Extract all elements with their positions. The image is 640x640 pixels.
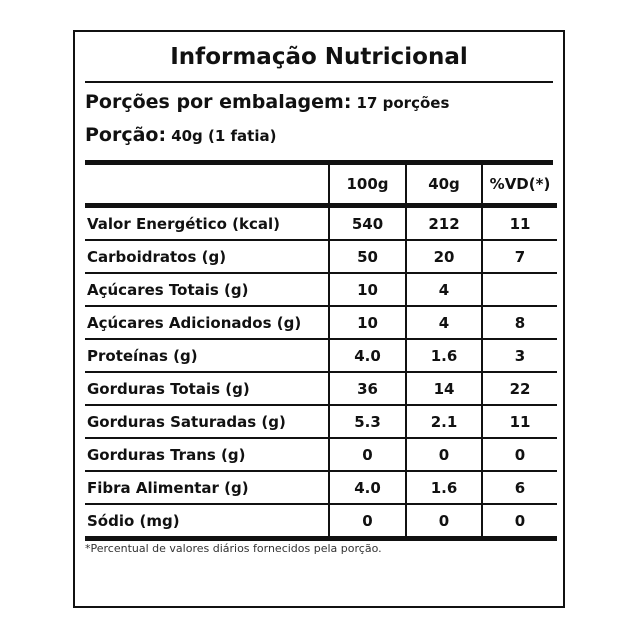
value-100g: 50 (329, 240, 406, 273)
value-100g: 10 (329, 273, 406, 306)
table-row (85, 206, 557, 241)
table-row (85, 240, 557, 273)
column-header-portion: 40g (406, 165, 482, 206)
value-dv: 0 (482, 438, 557, 471)
value-dv: 7 (482, 240, 557, 273)
value-dv: 0 (482, 504, 557, 539)
table-row (85, 306, 557, 339)
servings-line (85, 91, 449, 113)
value-100g: 540 (329, 206, 406, 241)
nutrient-name: Gorduras Trans (g) (85, 438, 329, 471)
table-row (85, 438, 557, 471)
nutrient-name: Gorduras Totais (g) (85, 372, 329, 405)
nutrient-name: Fibra Alimentar (g) (85, 471, 329, 504)
table-row (85, 471, 557, 504)
value-100g: 10 (329, 306, 406, 339)
value-portion: 4 (406, 306, 482, 339)
value-portion: 20 (406, 240, 482, 273)
value-100g: 0 (329, 504, 406, 539)
nutrient-name: Carboidratos (g) (85, 240, 329, 273)
nutrient-name: Açúcares Adicionados (g) (85, 306, 329, 339)
table-row (85, 273, 557, 306)
value-portion: 2.1 (406, 405, 482, 438)
value-portion: 212 (406, 206, 482, 241)
value-dv: 3 (482, 339, 557, 372)
value-100g: 4.0 (329, 471, 406, 504)
value-dv (482, 273, 557, 306)
value-dv: 8 (482, 306, 557, 339)
nutrient-name: Gorduras Saturadas (g) (85, 405, 329, 438)
table-row (85, 405, 557, 438)
footnote: *Percentual de valores diários fornecidos pela porção. (85, 542, 382, 555)
value-dv: 11 (482, 405, 557, 438)
value-dv: 11 (482, 206, 557, 241)
value-100g: 5.3 (329, 405, 406, 438)
value-portion: 0 (406, 438, 482, 471)
nutrition-table (85, 165, 557, 541)
table-header-row (85, 165, 557, 206)
column-header-dv: %VD(*) (482, 165, 557, 206)
value-100g: 0 (329, 438, 406, 471)
nutrient-name: Proteínas (g) (85, 339, 329, 372)
value-100g: 36 (329, 372, 406, 405)
nutrient-name: Valor Energético (kcal) (85, 206, 329, 241)
divider (85, 81, 553, 83)
portion-line (85, 124, 276, 146)
servings-label: Porções por embalagem: (85, 91, 352, 113)
header-blank (85, 165, 329, 206)
value-portion: 1.6 (406, 339, 482, 372)
servings-value: 17 porções (356, 94, 450, 112)
nutrition-facts-panel (73, 30, 565, 608)
value-portion: 4 (406, 273, 482, 306)
column-header-100g: 100g (329, 165, 406, 206)
nutrient-name: Açúcares Totais (g) (85, 273, 329, 306)
value-portion: 1.6 (406, 471, 482, 504)
table-row (85, 339, 557, 372)
value-dv: 6 (482, 471, 557, 504)
value-portion: 0 (406, 504, 482, 539)
table-row (85, 372, 557, 405)
portion-value: 40g (1 fatia) (171, 127, 277, 145)
portion-label: Porção: (85, 124, 167, 146)
value-dv: 22 (482, 372, 557, 405)
nutrient-name: Sódio (mg) (85, 504, 329, 539)
table-row (85, 504, 557, 539)
value-100g: 4.0 (329, 339, 406, 372)
value-portion: 14 (406, 372, 482, 405)
label-title: Informação Nutricional (170, 44, 468, 70)
